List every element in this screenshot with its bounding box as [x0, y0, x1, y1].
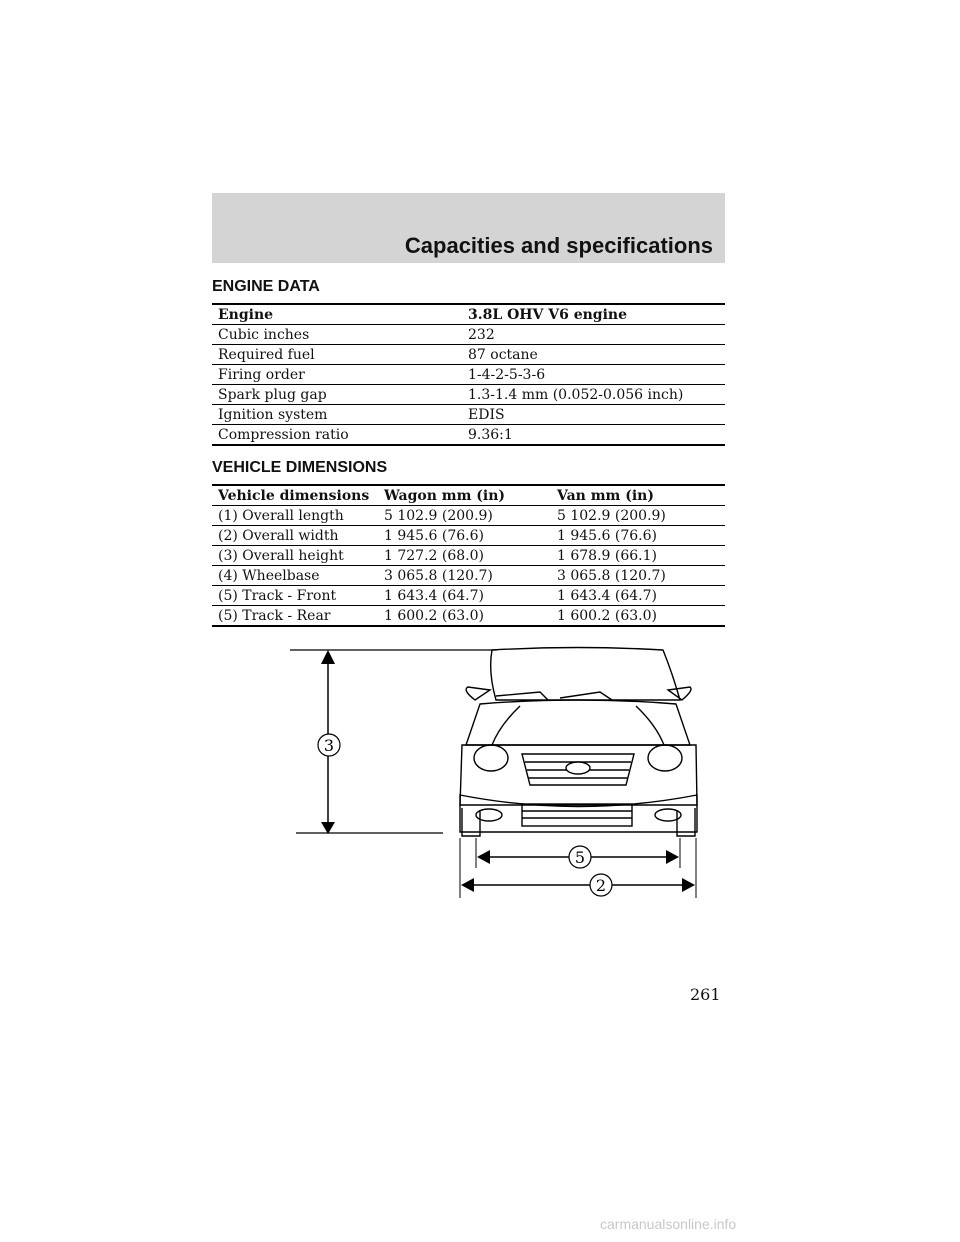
column-header: 3.8L OHV V6 engine [462, 304, 725, 325]
hood-crease-left [492, 706, 520, 745]
minivan-front-drawing [460, 648, 697, 837]
engine-data-title: ENGINE DATA [212, 278, 320, 295]
wiper-left [496, 692, 548, 700]
table-cell: 1 727.2 (68.0) [378, 546, 551, 566]
arrow-right-icon [666, 850, 679, 864]
arrow-left-icon [461, 878, 474, 892]
track-dimension [476, 838, 680, 868]
table-cell: 1 678.9 (66.1) [551, 546, 725, 566]
wiper-right [560, 692, 612, 700]
table-cell: (3) Overall height [212, 546, 378, 566]
table-cell: 1 600.2 (63.0) [378, 606, 551, 627]
table-cell: Ignition system [212, 405, 462, 425]
table-cell: EDIS [462, 405, 725, 425]
arrow-up-icon [321, 650, 335, 664]
hood [466, 700, 690, 745]
table-cell: 9.36:1 [462, 425, 725, 446]
vehicle-dimensions-title: VEHICLE DIMENSIONS [212, 459, 388, 476]
track-callout-label: 5 [574, 848, 586, 867]
table-cell: Cubic inches [212, 325, 462, 345]
hood-crease-right [636, 706, 664, 745]
table-cell: (5) Track - Front [212, 586, 378, 606]
headlight-left [474, 745, 508, 771]
table-cell: (4) Wheelbase [212, 566, 378, 586]
table-cell: Firing order [212, 365, 462, 385]
table-cell: 1 643.4 (64.7) [378, 586, 551, 606]
page-number: 261 [690, 985, 721, 1004]
table-cell: 232 [462, 325, 725, 345]
headlight-right [648, 745, 682, 771]
mirror-right [668, 687, 691, 700]
height-dimension [290, 650, 497, 834]
column-header: Wagon mm (in) [378, 485, 551, 506]
column-header: Vehicle dimensions [212, 485, 378, 506]
table-cell: 1 643.4 (64.7) [551, 586, 725, 606]
arrow-right-icon [682, 878, 695, 892]
height-callout-label: 3 [323, 736, 335, 755]
table-cell: 5 102.9 (200.9) [378, 506, 551, 526]
table-cell: 1.3-1.4 mm (0.052-0.056 inch) [462, 385, 725, 405]
table-cell: 87 octane [462, 345, 725, 365]
logo-emblem [566, 762, 590, 774]
watermark: carmanualsonline.info [600, 1216, 737, 1232]
width-callout-label: 2 [595, 876, 607, 895]
table-cell: (1) Overall length [212, 506, 378, 526]
table-cell: (5) Track - Rear [212, 606, 378, 627]
windshield [491, 648, 680, 701]
table-cell: 1 945.6 (76.6) [378, 526, 551, 546]
column-header: Van mm (in) [551, 485, 725, 506]
arrow-left-icon [477, 850, 490, 864]
table-cell: Required fuel [212, 345, 462, 365]
mirror-left [466, 687, 490, 700]
column-header: Engine [212, 304, 462, 325]
table-cell: Compression ratio [212, 425, 462, 446]
table-cell: Spark plug gap [212, 385, 462, 405]
page-header-title: Capacities and specifications [404, 233, 713, 258]
table-cell: 3 065.8 (120.7) [551, 566, 725, 586]
table-cell: 1-4-2-5-3-6 [462, 365, 725, 385]
arrow-down-icon [321, 822, 335, 834]
table-cell: 3 065.8 (120.7) [378, 566, 551, 586]
table-cell: 5 102.9 (200.9) [551, 506, 725, 526]
lower-intake [522, 804, 632, 826]
table-cell: 1 600.2 (63.0) [551, 606, 725, 627]
table-cell: 1 945.6 (76.6) [551, 526, 725, 546]
table-cell: (2) Overall width [212, 526, 378, 546]
